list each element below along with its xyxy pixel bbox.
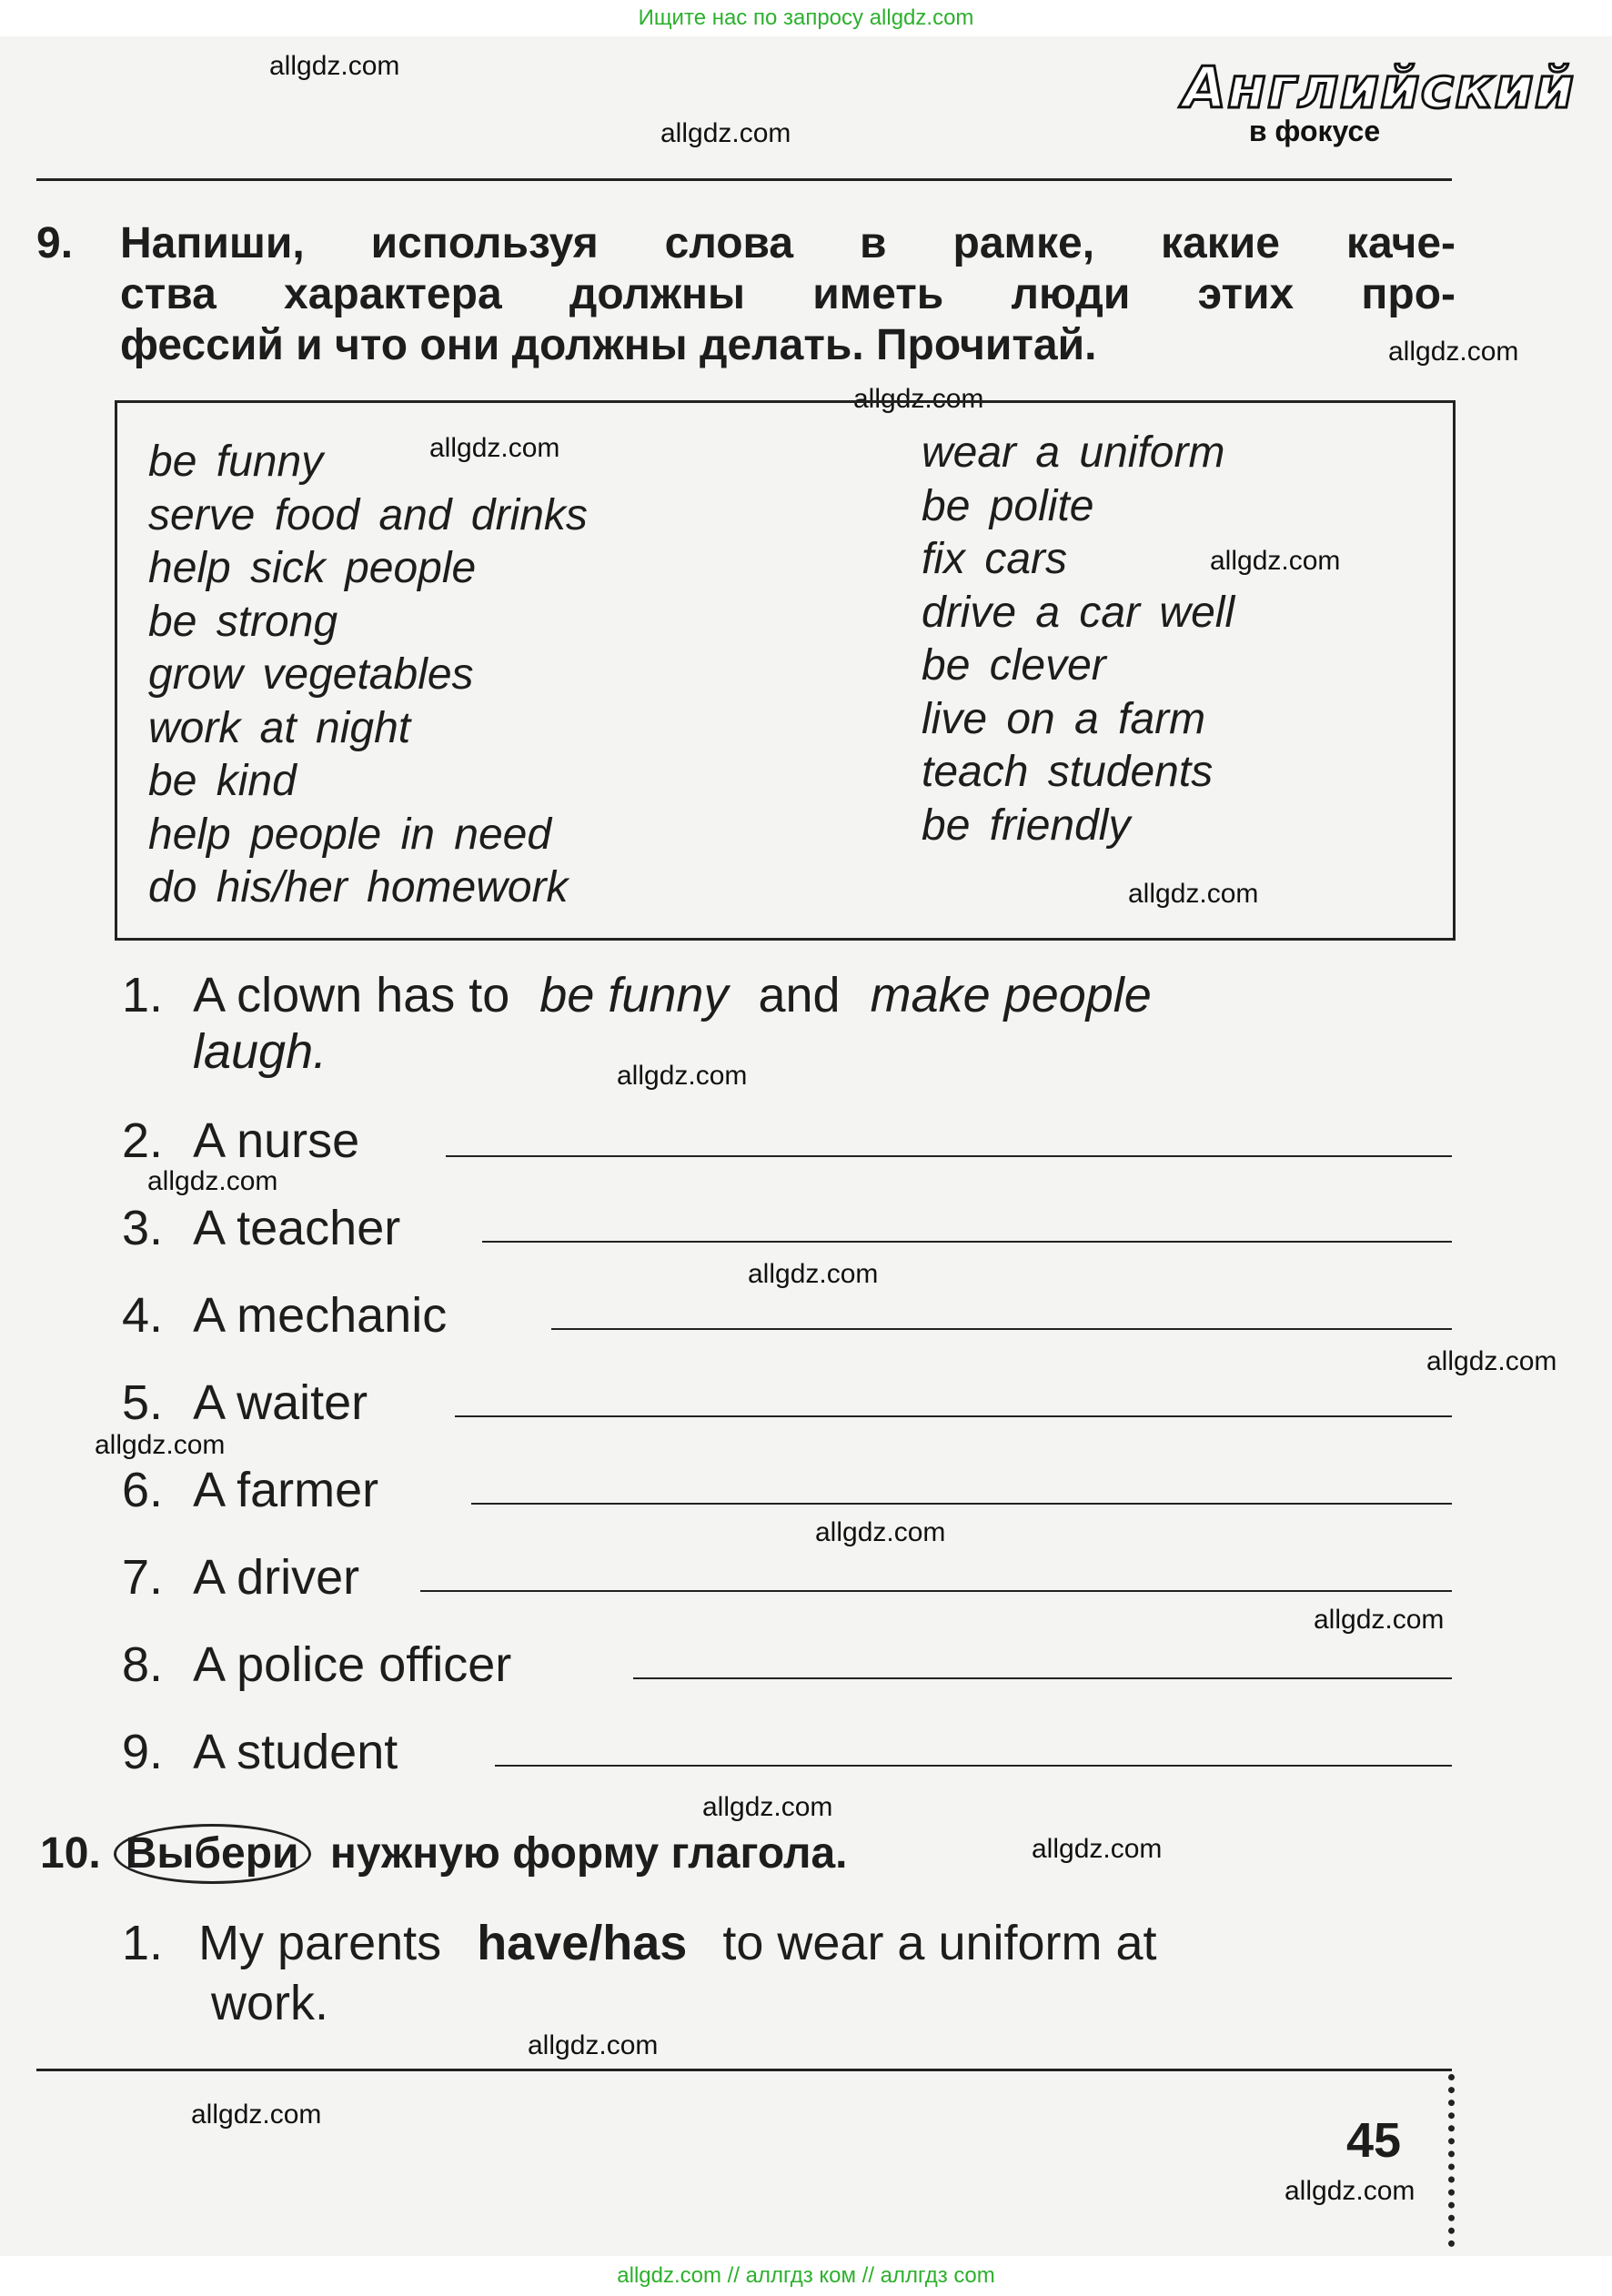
watermark: allgdz.com [1314,1605,1445,1635]
task10-heading [40,1824,848,1884]
task9-number: 9. [36,219,74,267]
item-number: 8. [122,1637,164,1692]
item-text: to wear a uniform at [722,1916,1157,1970]
exercise-item [122,1374,368,1432]
answer-line[interactable] [471,1503,1452,1505]
exercise-item [122,1636,511,1694]
item-text: A farmer [193,1463,379,1517]
watermark: allgdz.com [1032,1834,1163,1864]
watermark: allgdz.com [191,2100,322,2130]
watermark: allgdz.com [269,51,400,81]
word-box-item: work at night [148,703,411,752]
watermark: allgdz.com [748,1259,879,1289]
page-number: 45 [1346,2113,1402,2168]
watermark: allgdz.com [617,1061,748,1091]
task10-item [122,1914,1450,1972]
item-number: 6. [122,1463,164,1517]
exercise-item [122,1461,378,1519]
task9-line: фессий и что они должны делать. Прочитай. [120,321,1097,369]
watermark: allgdz.com [660,118,791,148]
answer-line[interactable] [446,1155,1452,1157]
task9-line: ства характера должны иметь люди этих про- [120,270,1456,318]
example-answer: make people [870,968,1152,1022]
word-box-item: do his/her homework [148,863,569,911]
logo-title: Английский [1183,55,1576,121]
exercise-item [122,1548,359,1606]
word-box-item: teach students [922,748,1214,796]
exercise-item [122,1286,447,1344]
item-text: A teacher [193,1201,401,1255]
answer-line[interactable] [455,1415,1452,1417]
answer-line[interactable] [633,1677,1452,1679]
example-answer-continued: laugh. [193,1024,327,1079]
item-text: A student [193,1725,398,1779]
watermark: allgdz.com [95,1430,226,1460]
word-box-item: be clever [922,641,1106,690]
word-box-item: be kind [148,757,297,805]
word-box-item: be polite [922,481,1094,530]
book-logo [1183,55,1576,156]
item-text: A mechanic [193,1288,448,1343]
task10-instruction: нужную форму глагола. [329,1829,848,1878]
item-number: 9. [122,1725,164,1779]
item-text: A waiter [193,1375,368,1430]
task10-item-continued: work. [211,1976,329,2030]
page-edge-dots [1448,2074,1464,2247]
item-number: 1. [122,968,164,1022]
item-number: 4. [122,1288,164,1343]
watermark: allgdz.com [147,1166,278,1196]
word-box-item: be friendly [922,801,1131,850]
word-box [115,400,1456,941]
watermark: allgdz.com [853,384,984,414]
word-box-item: be funny [148,438,324,486]
top-rule [36,178,1452,181]
word-box-item: live on a farm [922,694,1206,743]
task9-heading [36,218,1456,373]
word-box-item: drive a car well [922,588,1235,637]
watermark: allgdz.com [1210,546,1341,576]
item-text: A clown has to [193,968,510,1022]
watermark: allgdz.com [1128,879,1259,909]
item-number: 2. [122,1113,164,1168]
circled-word: Выбери [114,1824,311,1884]
answer-line[interactable] [482,1241,1452,1243]
word-box-item: help sick people [148,544,477,592]
answer-line[interactable] [495,1765,1452,1767]
item-text: A nurse [193,1113,360,1168]
word-box-item: grow vegetables [148,650,474,699]
answer-line[interactable] [551,1328,1452,1330]
watermark: allgdz.com [429,433,560,463]
top-banner[interactable]: Ищите нас по запросу allgdz.com [0,0,1612,36]
item-number: 1. [122,1916,164,1970]
item-number: 3. [122,1201,164,1255]
word-box-item: fix cars [922,535,1068,583]
bottom-banner[interactable]: allgdz.com // аллгдз ком // аллгдз com [0,2256,1612,2296]
task9-line: Напиши, используя слова в рамке, какие каче- [120,219,1456,267]
word-box-left-column [148,436,588,915]
exercise-item [122,1112,359,1170]
word-box-item: wear a uniform [922,428,1225,477]
item-text: A police officer [193,1637,512,1692]
item-text: My parents [198,1916,442,1970]
word-box-right-column [922,427,1234,852]
exercise-item [122,1199,400,1257]
word-box-item: serve food and drinks [148,490,588,539]
watermark: allgdz.com [1426,1346,1557,1376]
word-box-item: help people in need [148,810,552,859]
choice-options[interactable]: have/has [477,1916,688,1970]
watermark: allgdz.com [815,1517,946,1547]
bottom-rule [36,2069,1452,2071]
word-box-item: be strong [148,597,338,646]
exercise-example [122,966,1450,1024]
item-number: 7. [122,1550,164,1605]
task10-number: 10. [40,1829,101,1878]
watermark: allgdz.com [1285,2176,1416,2206]
watermark: allgdz.com [528,2030,659,2060]
watermark: allgdz.com [702,1792,833,1822]
item-text: and [758,968,841,1022]
example-answer: be funny [539,968,729,1022]
exercise-item [122,1723,398,1781]
answer-line[interactable] [420,1590,1452,1592]
watermark: allgdz.com [1388,337,1519,367]
item-text: A driver [193,1550,360,1605]
logo-subtitle: в фокусе [1248,115,1381,147]
item-number: 5. [122,1375,164,1430]
